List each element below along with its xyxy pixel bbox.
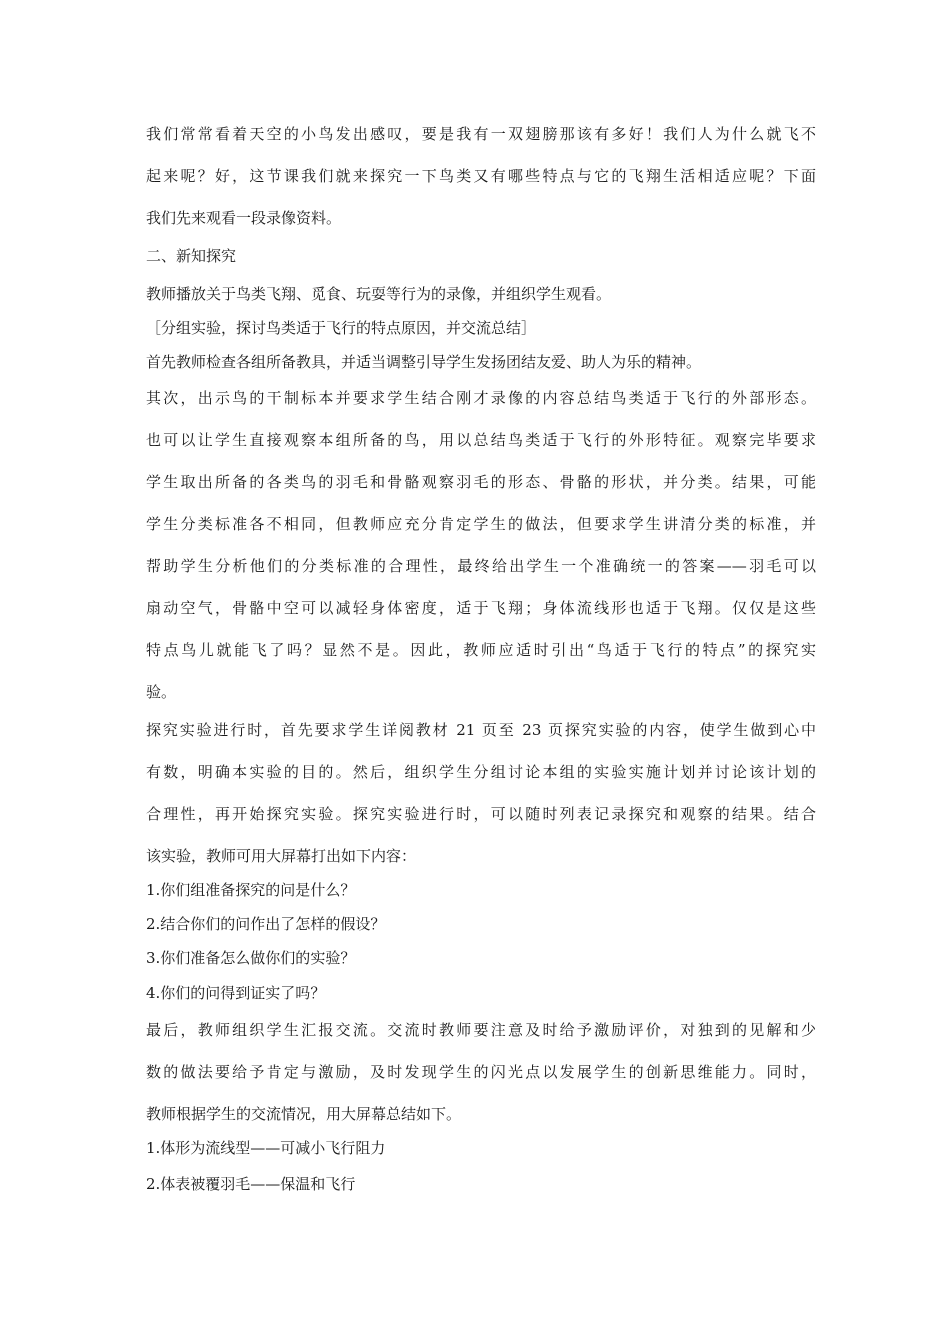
text-line: 合理性，再开始探究实验。探究实验进行时，可以随时列表记录探究和观察的结果。结合: [146, 805, 816, 823]
text-line: 探究实验进行时，首先要求学生详阅教材 21 页至 23 页探究实验的内容，使学生做到心中: [146, 721, 816, 739]
section-heading: 二、新知探究: [146, 247, 237, 265]
text-line: 我们常常看着天空的小鸟发出感叹，要是我有一双翅膀那该有多好！我们人为什么就飞不: [146, 125, 816, 143]
list-item: 2.体表被覆羽毛——保温和飞行: [146, 1175, 356, 1193]
text-line: 教师播放关于鸟类飞翔、觅食、玩耍等行为的录像，并组织学生观看。: [146, 285, 612, 303]
text-line: 数的做法要给予肯定与激励，及时发现学生的闪光点以发展学生的创新思维能力。同时，: [146, 1063, 816, 1081]
text-line: 学生分类标准各不相同，但教师应充分肯定学生的做法，但要求学生讲清分类的标准，并: [146, 515, 816, 533]
text-line: 特点鸟儿就能飞了吗？显然不是。因此，教师应适时引出“鸟适于飞行的特点”的探究实: [146, 641, 816, 659]
text-line: 扇动空气，骨骼中空可以减轻身体密度，适于飞翔；身体流线形也适于飞翔。仅仅是这些: [146, 599, 816, 617]
list-item: 4.你们的问得到证实了吗？: [146, 984, 326, 1002]
list-item: 3.你们准备怎么做你们的实验？: [146, 949, 356, 967]
text-line: 验。: [146, 683, 177, 701]
text-line: 首先教师检查各组所备教具，并适当调整引导学生发扬团结友爱、助人为乐的精神。: [146, 353, 702, 371]
text-line: 该实验，教师可用大屏幕打出如下内容：: [146, 847, 417, 865]
text-line: 学生取出所备的各类鸟的羽毛和骨骼观察羽毛的形态、骨骼的形状，并分类。结果，可能: [146, 473, 816, 491]
text-line: 起来呢？好，这节课我们就来探究一下鸟类又有哪些特点与它的飞翔生活相适应呢？下面: [146, 167, 816, 185]
text-line: 帮助学生分析他们的分类标准的合理性，最终给出学生一个准确统一的答案——羽毛可以: [146, 557, 816, 575]
text-line: 也可以让学生直接观察本组所备的鸟，用以总结鸟类适于飞行的外形特征。观察完毕要求: [146, 431, 816, 449]
text-line: 教师根据学生的交流情况，用大屏幕总结如下。: [146, 1105, 462, 1123]
list-item: 1.体形为流线型——可减小飞行阻力: [146, 1139, 386, 1157]
text-line: 我们先来观看一段录像资料。: [146, 209, 342, 227]
bracket-heading: ［分组实验，探讨鸟类适于飞行的特点原因，并交流总结］: [146, 319, 537, 337]
text-line: 最后，教师组织学生汇报交流。交流时教师要注意及时给予激励评价，对独到的见解和少: [146, 1021, 816, 1039]
text-line: 有数，明确本实验的目的。然后，组织学生分组讨论本组的实验实施计划并讨论该计划的: [146, 763, 816, 781]
list-item: 2.结合你们的问作出了怎样的假设？: [146, 915, 386, 933]
list-item: 1.你们组准备探究的问是什么？: [146, 881, 356, 899]
text-line: 其次，出示鸟的干制标本并要求学生结合刚才录像的内容总结鸟类适于飞行的外部形态。: [146, 389, 816, 407]
